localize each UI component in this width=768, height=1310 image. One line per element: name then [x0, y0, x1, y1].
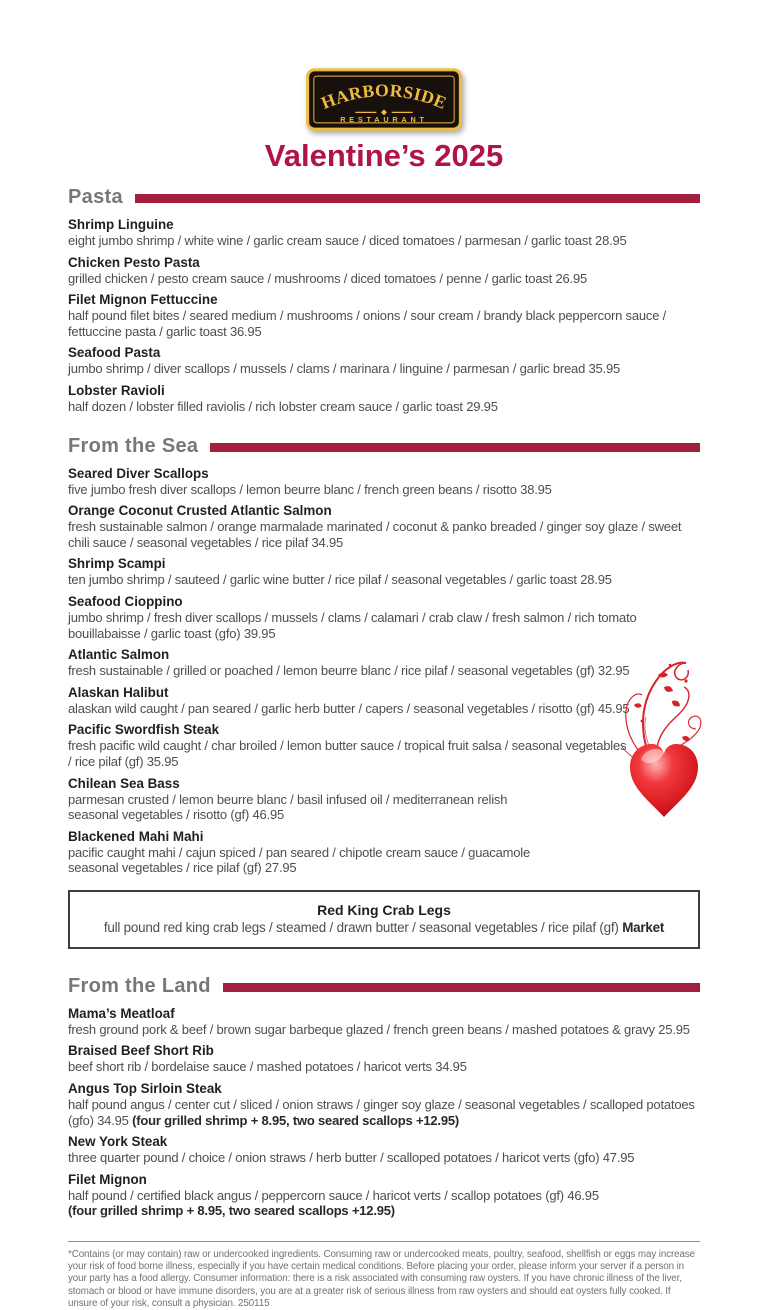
footer-disclaimer: *Contains (or may contain) raw or undercooked ingredients. Consuming raw or undercooked meats, poultry, seafood, shellfish or eggs may increase your risk of food borne illness, especially if you have certain medical conditions. Before placing your order, please inform your server if a person in your party has a food allergy. Consumer information: there is a risk associated with consuming raw oysters. If you have chronic illness of the liver, stomach or blood or have immune disorders, you are at a greater risk of serious illness from raw oysters and should eat oysters fully cooked. If unsure of your risk, consult a physician. 250115: [68, 1249, 695, 1309]
item-name: Seafood Pasta: [68, 345, 161, 361]
item-desc: fresh sustainable salmon / orange marmalade marinated / coconut & panko breaded / ginger soy glaze / sweet chili sauce / seasonal vegetables / rice pilaf 34.95: [68, 519, 682, 550]
item-desc: eight jumbo shrimp / white wine / garlic cream sauce / diced tomatoes / parmesan / garlic toast 28.95: [68, 233, 627, 248]
section-header: [68, 435, 700, 458]
logo-name-text: HARBORSIDE: [318, 80, 450, 114]
item-desc: ten jumbo shrimp / sauteed / garlic wine butter / rice pilaf / seasonal vegetables / garlic toast 28.95: [68, 572, 612, 588]
section-bar: [210, 443, 700, 452]
item-name: Lobster Ravioli: [68, 382, 165, 398]
item-name: New York Steak: [68, 1134, 168, 1150]
menu-item: [68, 1134, 700, 1166]
item-desc: half pound / certified black angus / peppercorn sauce / haricot verts / scallop potatoes (gf) 46.95: [68, 1187, 599, 1203]
item-name: Orange Coconut Crusted Atlantic Salmon: [68, 503, 332, 519]
item-name: Seafood Cioppino: [68, 593, 183, 609]
harborside-logo-icon: [305, 68, 463, 131]
menu-item: [68, 776, 700, 823]
section-from-the-land: [68, 975, 700, 1219]
section-from-the-sea: [68, 435, 700, 876]
feature-box-red-king-crab-legs: [68, 890, 700, 949]
item-name: Shrimp Linguine: [68, 217, 174, 232]
item-desc: seasonal vegetables / risotto (gf) 46.95: [68, 807, 285, 823]
section-heading: Pasta: [68, 186, 123, 208]
menu-title: Valentine’s 2025: [264, 138, 504, 173]
item-desc: [68, 1097, 700, 1128]
section-bar: [223, 983, 700, 992]
menu-item: [68, 556, 700, 588]
item-desc: jumbo shrimp / diver scallops / mussels / clams / marinara / linguine / parmesan / garlic bread 35.95: [68, 361, 621, 377]
footer: [68, 1241, 700, 1310]
item-desc: fresh ground pork & beef / brown sugar barbeque glazed / french green beans / mashed potatoes & gravy 25.95: [68, 1021, 690, 1037]
item-name: Alaskan Halibut: [68, 684, 169, 700]
item-name: Chilean Sea Bass: [68, 775, 180, 791]
item-name: Braised Beef Short Rib: [68, 1043, 214, 1059]
menu-item: [68, 722, 700, 769]
item-desc: jumbo shrimp / fresh diver scallops / mussels / clams / calamari / crab claw / fresh salmon / rich tomato bouillabaisse / garlic toast (gfo) 39.95: [68, 609, 637, 641]
section-header: [68, 975, 700, 998]
item-name: Seared Diver Scallops: [68, 465, 209, 481]
menu-item: [68, 829, 700, 876]
item-desc: seasonal vegetables / rice pilaf (gf) 27.95: [68, 860, 297, 876]
item-desc: half dozen / lobster filled raviolis / rich lobster cream sauce / garlic toast 29.95: [68, 398, 498, 414]
item-desc: pacific caught mahi / cajun spiced / pan seared / chipotle cream sauce / guacamole: [68, 844, 530, 860]
menu-item: [68, 383, 700, 415]
item-desc: fresh pacific wild caught / char broiled / lemon butter sauce / tropical fruit salsa / seasonal vegetables / rice pilaf (gf) 35.95: [68, 738, 627, 769]
item-desc: five jumbo fresh diver scallops / lemon beurre blanc / french green beans / risotto 38.95: [68, 481, 552, 497]
item-desc: alaskan wild caught / pan seared / garlic herb butter / capers / seasonal vegetables / risotto (gf) 45.95: [68, 700, 630, 716]
item-name: Shrimp Scampi: [68, 556, 166, 572]
item-name: Filet Mignon: [68, 1171, 147, 1187]
item-desc: three quarter pound / choice / onion straws / herb butter / scalloped potatoes / haricot verts (gfo) 47.95: [68, 1150, 635, 1166]
feature-desc-text: full pound red king crab legs / steamed / drawn butter / seasonal vegetables / rice pilaf (gf): [103, 919, 623, 935]
menu-item: [68, 292, 700, 339]
section-bar: [135, 194, 700, 203]
menu-item: [68, 503, 700, 550]
item-desc: parmesan crusted / lemon beurre blanc / basil infused oil / mediterranean relish: [68, 791, 508, 807]
logo-subtitle-text: RESTAURANT: [340, 114, 428, 124]
menu-item: [68, 647, 700, 679]
menu-item: [68, 345, 700, 377]
item-name: Mama’s Meatloaf: [68, 1005, 175, 1021]
item-name: Atlantic Salmon: [68, 647, 170, 663]
item-desc: beef short rib / bordelaise sauce / mashed potatoes / haricot verts 34.95: [68, 1059, 467, 1075]
menu-item: [68, 466, 700, 498]
item-desc-text: half pound angus / center cut / sliced / onion straws / ginger soy glaze / seasonal vegetables / scalloped potatoes (gfo) 34.95: [68, 1097, 695, 1128]
item-desc-addon: (four grilled shrimp + 8.95, two seared scallops +12.95): [132, 1112, 460, 1128]
menu-item: [68, 594, 700, 641]
item-desc: half pound filet bites / seared medium / mushrooms / onions / sour cream / brandy black peppercorn sauce / fettuccine pasta / garlic toast 36.95: [68, 308, 667, 339]
menu-item: [68, 1081, 700, 1128]
feature-desc: [80, 919, 688, 936]
item-name: Chicken Pesto Pasta: [68, 254, 200, 270]
menu-item: [68, 685, 700, 717]
item-name: Angus Top Sirloin Steak: [68, 1081, 222, 1097]
item-desc-addon: (four grilled shrimp + 8.95, two seared scallops +12.95): [68, 1203, 395, 1219]
feature-name: Red King Crab Legs: [317, 901, 451, 918]
item-name: Pacific Swordfish Steak: [68, 722, 220, 738]
section-header: [68, 186, 700, 209]
menu-item: [68, 1043, 700, 1075]
logo-container: [0, 0, 768, 131]
section-heading: From the Land: [68, 974, 211, 997]
menu-item: [68, 217, 700, 249]
menu-item: [68, 1172, 700, 1219]
feature-price-label: Market: [622, 919, 665, 935]
item-name: Filet Mignon Fettuccine: [68, 292, 218, 308]
menu-content: [68, 186, 700, 1310]
menu-item: [68, 1006, 700, 1038]
menu-item: [68, 255, 700, 287]
item-desc: fresh sustainable / grilled or poached / lemon beurre blanc / rice pilaf / seasonal vegetables (gf) 32.95: [68, 663, 630, 679]
section-pasta: [68, 186, 700, 415]
item-name: Blackened Mahi Mahi: [68, 828, 204, 844]
item-desc: grilled chicken / pesto cream sauce / mushrooms / diced tomatoes / penne / garlic toast 26.95: [68, 270, 588, 286]
section-heading: From the Sea: [68, 434, 199, 457]
